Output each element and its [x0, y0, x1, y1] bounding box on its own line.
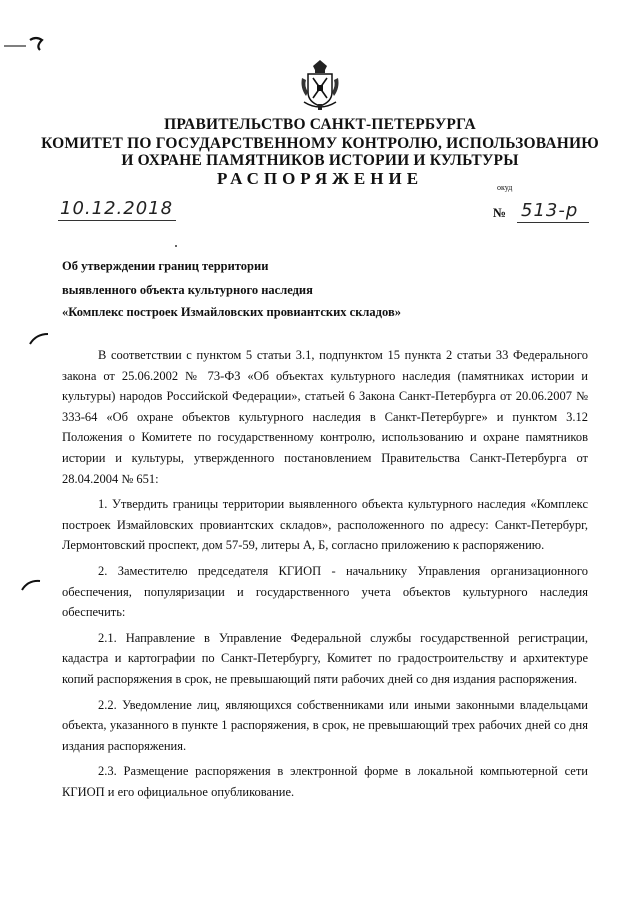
document-date: 10.12.2018 — [60, 198, 174, 219]
document-type: РАСПОРЯЖЕНИЕ — [216, 169, 424, 188]
coat-of-arms-icon — [298, 58, 342, 112]
document-body — [62, 345, 588, 802]
item-2-2-paragraph: 2.2. Уведомление лиц, являющихся собственниками или иными законными владельцами объекта, указанного в пункте 1 распоряжения, в срок, не превышающий трех рабочих дней со дня издания распоряжения. — [62, 697, 588, 753]
item-2-paragraph: 2. Заместителю председателя КГИОП - начальнику Управления организационного обеспечения, популяризации и государственного учета объектов культурного наследия обеспечить: — [62, 563, 588, 620]
number-label: № — [493, 205, 507, 220]
preamble-paragraph: В соответствии с пунктом 5 статьи 3.1, подпунктом 15 пункта 2 статьи 33 Федерального закона от 25.06.2002 № 73-ФЗ «Об объектах культурного наследия (памятниках истории и культуры) народов Российской Федерации», статьей 6 Закона Санкт-Петербурга от 20.06.2007 № 333-64 «Об охране объектов культурного наследия в Санкт-Петербурге» и пунктом 3.12 Положения о Комитете по государственному контролю, использованию и охране памятников истории и культуры, утвержденного постановлением Правительства Санкт-Петербурга от 28.04.2004 № 651: — [62, 348, 588, 486]
date-underline — [58, 220, 176, 221]
committee-title-line1: КОМИТЕТ ПО ГОСУДАРСТВЕННОМУ КОНТРОЛЮ, ИСПОЛЬЗОВАНИЮ — [41, 135, 599, 152]
org-title: ПРАВИТЕЛЬСТВО САНКТ-ПЕТЕРБУРГА — [164, 116, 476, 133]
subject-line-2: выявленного объекта культурного наследия — [62, 283, 313, 297]
item-1-paragraph: 1. Утвердить границы территории выявленного объекта культурного наследия «Комплекс построек Измайловских провиантских складов», расположенного по адресу: Санкт-Петербург, Лермонтовский проспект, дом 57-59, литеры А, Б, согласно приложению к распоряжению. — [62, 497, 588, 553]
margin-mark — [28, 332, 50, 346]
okud-label: окуд — [497, 183, 513, 192]
committee-title-line2: И ОХРАНЕ ПАМЯТНИКОВ ИСТОРИИ И КУЛЬТУРЫ — [121, 152, 519, 169]
scan-dot — [175, 245, 177, 247]
item-2-3-paragraph: 2.3. Размещение распоряжения в электронной форме в локальной компьютерной сети КГИОП и его официальное опубликование. — [62, 764, 588, 799]
number-underline — [517, 222, 589, 223]
margin-scribble — [0, 30, 60, 54]
item-2-1-paragraph: 2.1. Направление в Управление Федеральной службы государственной регистрации, кадастра и картографии по Санкт-Петербургу, Комитет по градостроительству и архитектуре копий распоряжения в срок, не превышающий пяти рабочих дней со дня издания распоряжения. — [62, 630, 588, 686]
subject-line-3: «Комплекс построек Измайловских провиантских складов» — [62, 305, 401, 319]
subject-line-1: Об утверждении границ территории — [62, 259, 269, 273]
margin-mark-2 — [20, 578, 42, 592]
document-number: 513-р — [521, 200, 579, 221]
